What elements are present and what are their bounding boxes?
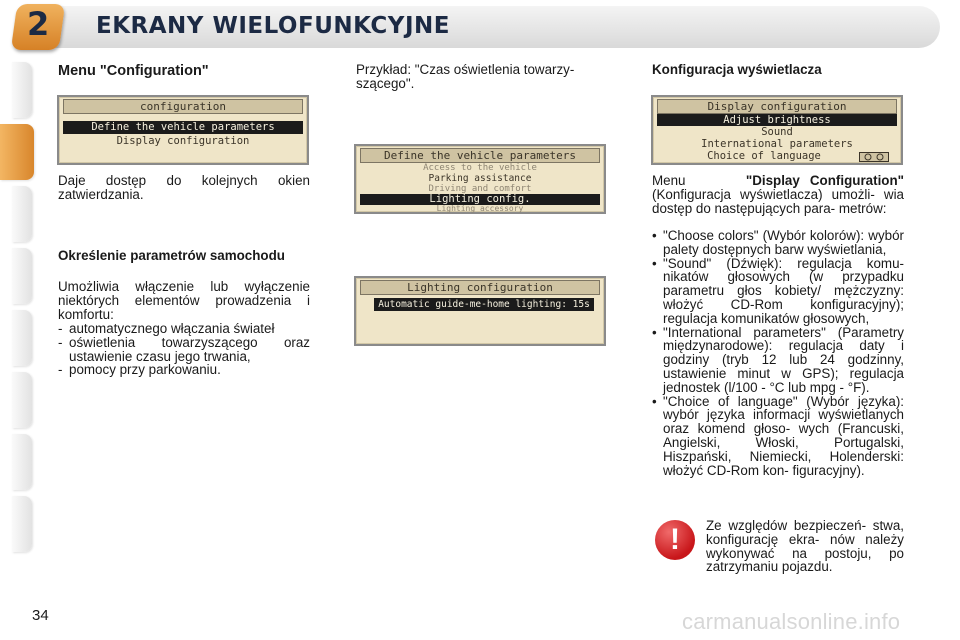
screen-item-selected[interactable]: Automatic guide-me-home lighting: 15s bbox=[374, 298, 594, 311]
vehicle-parameters-text: Umożliwia włączenie lub wyłączenie niektórych elementów prowadzenia i komfortu: bbox=[58, 279, 310, 322]
lighting-configuration-screen bbox=[354, 276, 606, 346]
chapter-tab[interactable] bbox=[12, 62, 32, 118]
list-item: • "Sound" (Dźwięk): regulacja komu- nikatów głosowych (w przypadku parametru głos kobiety/ mężczyzny: włożyć CD-Rom konfiguracyjny); regulacja komunikatów głosowych, bbox=[652, 257, 904, 326]
screen-item[interactable]: Driving and comfort bbox=[428, 184, 532, 194]
example-caption: Przykład: "Czas oświetlenia towarzy- szącego". bbox=[356, 62, 575, 91]
list-item: • "International parameters" (Parametry międzynarodowe): regulacja daty i godziny (tryb 12 lub 24 godzinny, ustawienie minut w GPS); regulacja jednostek (l/100 - °C lub mpg - °F). bbox=[652, 326, 904, 395]
list-item: - automatycznego włączania świateł bbox=[58, 322, 310, 336]
screen-title: Lighting configuration bbox=[360, 280, 600, 295]
screen-title: Define the vehicle parameters bbox=[360, 148, 600, 163]
chapter-title: EKRANY WIELOFUNKCYJNE bbox=[96, 13, 450, 39]
screen-item[interactable]: Access to the vehicle bbox=[423, 163, 537, 173]
list-item: - oświetlenia towarzyszącego oraz ustawienie czasu jego trwania, bbox=[58, 336, 310, 364]
chapter-tab[interactable] bbox=[12, 248, 32, 304]
chapter-tab[interactable] bbox=[12, 372, 32, 428]
screen-item[interactable]: International parameters bbox=[701, 138, 853, 150]
list-item: • "Choice of language" (Wybór języka): wybór języka informacji wyświetlanych oraz komend głoso- wych (Francuski, Angielski, Włoski, Portugalski, Hiszpański, Niemiecki, Holenderski: włożyć CD-Rom kon- figuracyjny). bbox=[652, 395, 904, 478]
chapter-number: 2 bbox=[27, 5, 50, 43]
list-item: • "Choose colors" (Wybór kolorów): wybór palety dostępnych barw wyświetlania, bbox=[652, 229, 904, 257]
display-configuration-screen bbox=[651, 95, 903, 165]
chapter-tab-strip bbox=[0, 62, 36, 582]
intro-plain: Menu bbox=[652, 173, 686, 188]
screen-item-selected[interactable]: Define the vehicle parameters bbox=[63, 121, 303, 134]
screen-item[interactable]: Parking assistance bbox=[428, 173, 532, 184]
display-configuration-heading: Konfiguracja wyświetlacza bbox=[652, 62, 822, 77]
configuration-caption: Daje dostęp do kolejnych okien zatwierdzania. bbox=[58, 173, 310, 202]
screen-item[interactable]: Display configuration bbox=[116, 135, 250, 147]
list-item: - pomocy przy parkowaniu. bbox=[58, 363, 310, 377]
screen-item[interactable]: Lighting accessory bbox=[436, 205, 524, 213]
chapter-tab-active[interactable] bbox=[0, 124, 34, 180]
chapter-tab[interactable] bbox=[12, 434, 32, 490]
screen-title: Display configuration bbox=[657, 99, 897, 114]
configuration-screen bbox=[57, 95, 309, 165]
page-number: 34 bbox=[32, 607, 49, 624]
safety-warning: Ze względów bezpieczeń- stwa, konfigurację ekra- nów należy wykonywać na postoju, po zatrzymaniu pojazdu. bbox=[706, 518, 904, 575]
intro-rest: (Konfiguracja wyświetlacza) umożli- wia dostęp do następujących para- metrów: bbox=[652, 186, 904, 216]
vehicle-parameters-heading: Określenie parametrów samochodu bbox=[58, 248, 285, 263]
cd-rom-icon bbox=[859, 152, 889, 162]
vehicle-parameters-screen bbox=[354, 144, 606, 214]
menu-configuration-heading: Menu "Configuration" bbox=[58, 63, 209, 79]
exclamation-icon: ! bbox=[655, 520, 695, 560]
screen-item-selected[interactable]: Lighting config. bbox=[360, 194, 600, 205]
screen-item[interactable]: Sound bbox=[761, 126, 793, 138]
display-configuration-list bbox=[652, 229, 904, 477]
screen-item[interactable]: Choice of language bbox=[707, 150, 821, 162]
chapter-tab[interactable] bbox=[12, 310, 32, 366]
vehicle-parameters-list bbox=[58, 322, 310, 377]
chapter-tab[interactable] bbox=[12, 186, 32, 242]
watermark: carmanualsonline.info bbox=[682, 609, 901, 634]
screen-title: configuration bbox=[63, 99, 303, 114]
screen-item-selected[interactable]: Adjust brightness bbox=[657, 114, 897, 126]
display-configuration-text bbox=[652, 174, 904, 215]
page-header bbox=[0, 0, 960, 52]
intro-bold: "Display Configuration" bbox=[745, 173, 904, 188]
chapter-tab[interactable] bbox=[12, 496, 32, 552]
